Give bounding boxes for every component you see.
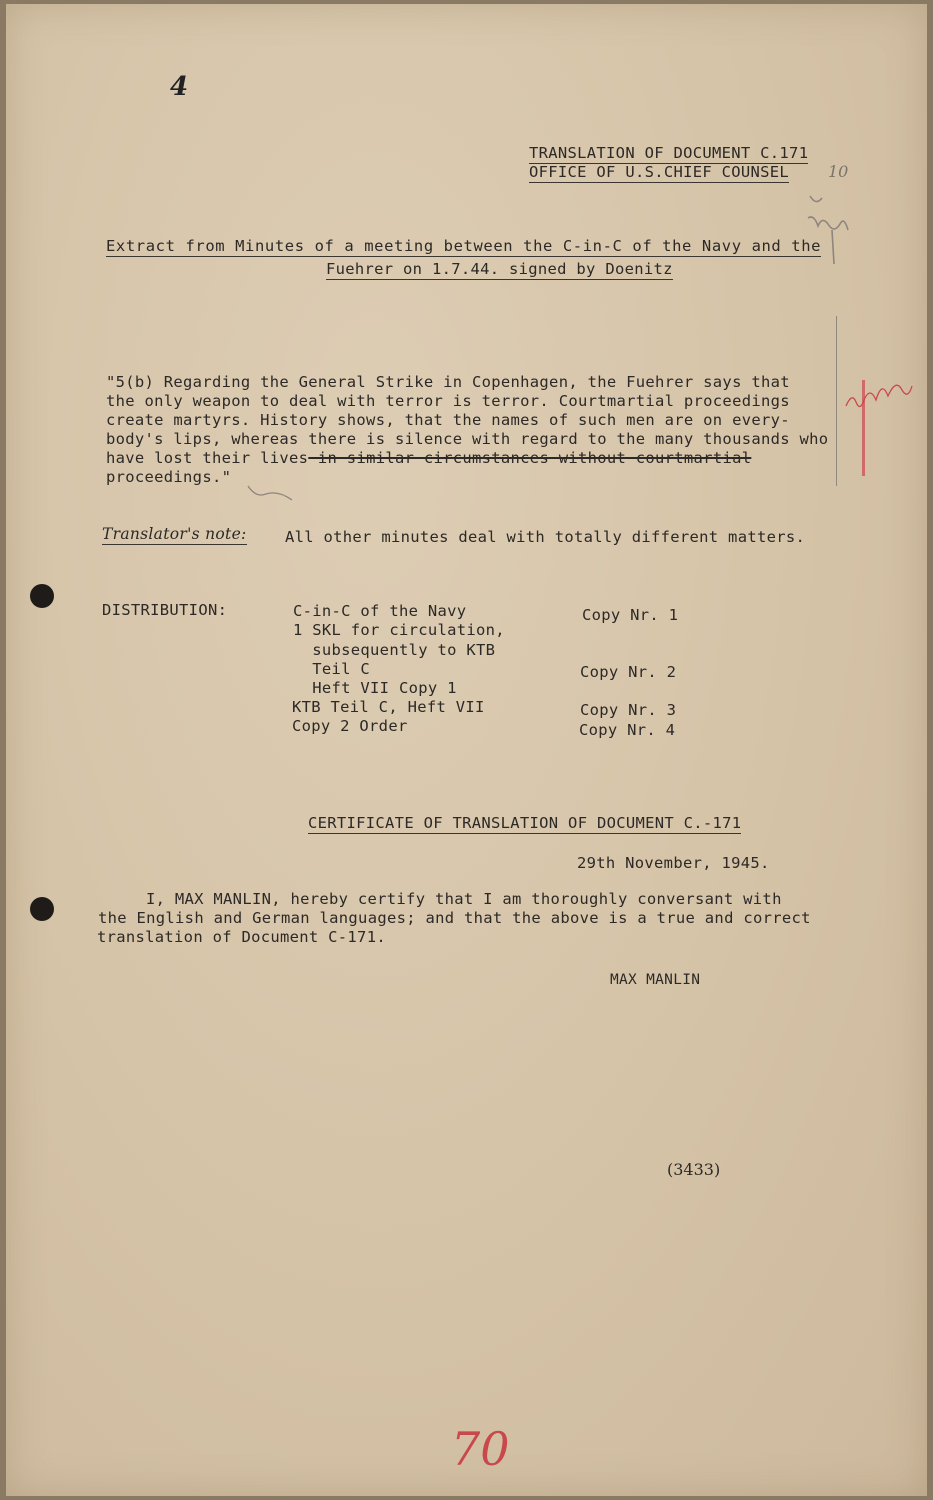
copy-number: Copy Nr. 2 xyxy=(580,663,677,681)
quote-line-5-kept: have lost their lives xyxy=(106,449,309,467)
quote-line-4: body's lips, whereas there is silence with regard to the many thousands who xyxy=(106,430,829,448)
document-page xyxy=(6,4,927,1496)
translator-signature: MAX MANLIN xyxy=(610,972,701,988)
red-pencil-scribble xyxy=(840,366,920,416)
punch-hole-bottom xyxy=(30,897,54,921)
corner-handwritten-mark: 4 xyxy=(170,72,189,102)
punch-hole-top xyxy=(30,584,54,608)
page-code: (3433) xyxy=(667,1160,721,1179)
quote-line-2: the only weapon to deal with terror is terror. Courtmartial proceedings xyxy=(106,392,790,410)
quote-line-1: "5(b) Regarding the General Strike in Copenhagen, the Fuehrer says that xyxy=(106,373,790,391)
certificate-date: 29th November, 1945. xyxy=(577,854,770,872)
quote-line-5 xyxy=(106,449,751,467)
distribution-recipient: KTB Teil C, Heft VII xyxy=(292,698,485,716)
copy-number: Copy Nr. 1 xyxy=(582,606,679,624)
distribution-recipient: Heft VII Copy 1 xyxy=(293,679,457,697)
document-header-title: TRANSLATION OF DOCUMENT C.171 xyxy=(529,144,809,162)
distribution-recipient: subsequently to KTB xyxy=(293,641,496,659)
quote-line-5-struck: in similar circumstances without courtmartial xyxy=(308,449,752,467)
quote-line-6: proceedings." xyxy=(106,468,232,486)
distribution-recipient: 1 SKL for circulation, xyxy=(293,621,505,639)
copy-number: Copy Nr. 4 xyxy=(579,721,676,739)
distribution-label: DISTRIBUTION: xyxy=(102,601,228,619)
document-title-line-1: Extract from Minutes of a meeting between the C-in-C of the Navy and the xyxy=(106,237,822,255)
quote-line-3: create martyrs. History shows, that the names of such men are on every- xyxy=(106,411,790,429)
copy-number: Copy Nr. 3 xyxy=(580,701,677,719)
pencil-checkmark xyxy=(246,482,296,502)
handwritten-page-number: 70 xyxy=(451,1422,510,1476)
translator-note-text: All other minutes deal with totally different matters. xyxy=(285,528,806,546)
certificate-line-3: translation of Document C-171. xyxy=(97,928,386,946)
document-title-line-2: Fuehrer on 1.7.44. signed by Doenitz xyxy=(326,260,673,278)
distribution-recipient: Teil C xyxy=(293,660,371,678)
certificate-line-1: I, MAX MANLIN, hereby certify that I am thoroughly conversant with xyxy=(146,890,782,908)
certificate-line-2: the English and German languages; and that the above is a true and correct xyxy=(98,909,811,927)
translator-note-label: Translator's note: xyxy=(102,525,247,543)
distribution-recipient: Copy 2 Order xyxy=(292,717,408,735)
pencil-margin-line xyxy=(836,316,837,486)
certificate-heading: CERTIFICATE OF TRANSLATION OF DOCUMENT C.-171 xyxy=(308,814,742,832)
distribution-recipient: C-in-C of the Navy xyxy=(293,602,467,620)
document-header-office: OFFICE OF U.S.CHIEF COUNSEL xyxy=(529,163,790,181)
margin-pencil-scribble xyxy=(802,190,862,270)
margin-handwritten-number: 10 xyxy=(828,162,849,181)
